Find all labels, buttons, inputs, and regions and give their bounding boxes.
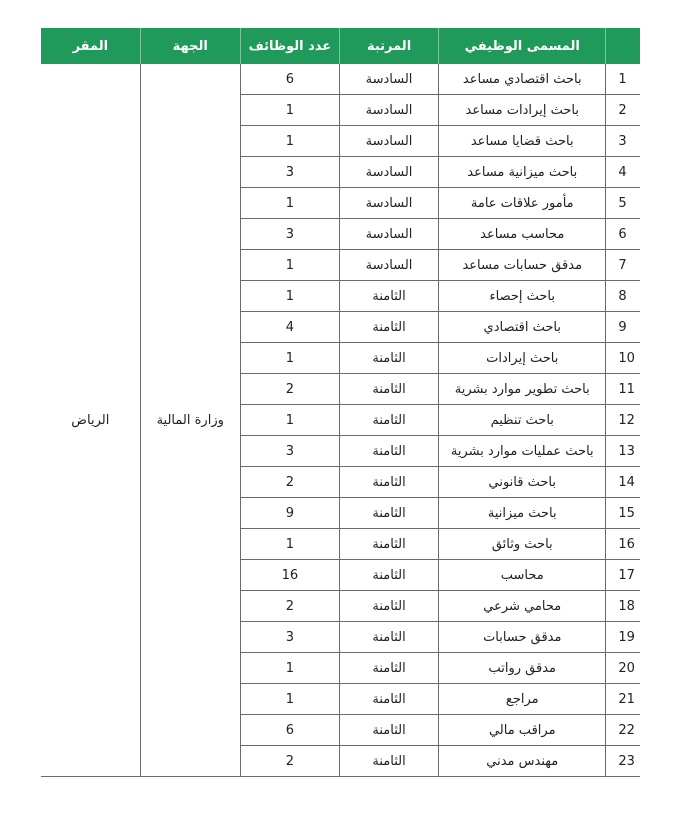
row-number-cell: 9 (606, 312, 640, 343)
title-cell: مأمور علاقات عامة (439, 188, 606, 219)
header-title: المسمى الوظيفي (439, 28, 606, 64)
header-row (41, 28, 640, 64)
title-cell: مهندس مدني (439, 746, 606, 777)
count-cell: 1 (240, 684, 339, 715)
count-cell: 3 (240, 622, 339, 653)
rank-cell: الثامنة (339, 560, 438, 591)
rank-cell: الثامنة (339, 498, 438, 529)
rank-cell: السادسة (339, 126, 438, 157)
row-number-cell: 20 (606, 653, 640, 684)
count-cell: 3 (240, 436, 339, 467)
count-cell: 1 (240, 281, 339, 312)
title-cell: محاسب مساعد (439, 219, 606, 250)
title-cell: مراجع (439, 684, 606, 715)
rank-cell: الثامنة (339, 343, 438, 374)
row-number-cell: 7 (606, 250, 640, 281)
rank-cell: الثامنة (339, 622, 438, 653)
rank-cell: السادسة (339, 219, 438, 250)
header-org: الجهة (140, 28, 240, 64)
count-cell: 6 (240, 64, 339, 95)
header-count: عدد الوظائف (240, 28, 339, 64)
count-cell: 1 (240, 126, 339, 157)
row-number-cell: 18 (606, 591, 640, 622)
count-cell: 16 (240, 560, 339, 591)
title-cell: مراقب مالي (439, 715, 606, 746)
rank-cell: الثامنة (339, 529, 438, 560)
row-number-cell: 11 (606, 374, 640, 405)
count-cell: 2 (240, 467, 339, 498)
header-num (606, 28, 640, 64)
row-number-cell: 15 (606, 498, 640, 529)
row-number-cell: 19 (606, 622, 640, 653)
title-cell: مدقق رواتب (439, 653, 606, 684)
rank-cell: الثامنة (339, 591, 438, 622)
row-number-cell: 4 (606, 157, 640, 188)
count-cell: 3 (240, 219, 339, 250)
rank-cell: الثامنة (339, 405, 438, 436)
count-cell: 6 (240, 715, 339, 746)
header-rank: المرتبة (339, 28, 438, 64)
count-cell: 1 (240, 529, 339, 560)
rank-cell: السادسة (339, 250, 438, 281)
row-number-cell: 10 (606, 343, 640, 374)
hq-cell: الرياض (41, 64, 140, 777)
title-cell: باحث قانوني (439, 467, 606, 498)
title-cell: محامي شرعي (439, 591, 606, 622)
title-cell: محاسب (439, 560, 606, 591)
table-row (41, 64, 640, 95)
title-cell: باحث عمليات موارد بشرية (439, 436, 606, 467)
rank-cell: الثامنة (339, 467, 438, 498)
title-cell: باحث قضايا مساعد (439, 126, 606, 157)
row-number-cell: 3 (606, 126, 640, 157)
rank-cell: الثامنة (339, 281, 438, 312)
rank-cell: الثامنة (339, 746, 438, 777)
title-cell: مدقق حسابات مساعد (439, 250, 606, 281)
rank-cell: السادسة (339, 64, 438, 95)
rank-cell: الثامنة (339, 653, 438, 684)
header-hq: المقر (41, 28, 140, 64)
title-cell: باحث إيرادات مساعد (439, 95, 606, 126)
title-cell: مدقق حسابات (439, 622, 606, 653)
count-cell: 3 (240, 157, 339, 188)
row-number-cell: 16 (606, 529, 640, 560)
rank-cell: الثامنة (339, 684, 438, 715)
title-cell: باحث ميزانية (439, 498, 606, 529)
row-number-cell: 5 (606, 188, 640, 219)
row-number-cell: 21 (606, 684, 640, 715)
row-number-cell: 6 (606, 219, 640, 250)
count-cell: 2 (240, 374, 339, 405)
row-number-cell: 14 (606, 467, 640, 498)
rank-cell: السادسة (339, 95, 438, 126)
count-cell: 2 (240, 591, 339, 622)
title-cell: باحث تنظيم (439, 405, 606, 436)
rank-cell: الثامنة (339, 436, 438, 467)
org-cell: وزارة المالية (140, 64, 240, 777)
rank-cell: السادسة (339, 188, 438, 219)
title-cell: باحث ميزانية مساعد (439, 157, 606, 188)
title-cell: باحث اقتصادي (439, 312, 606, 343)
row-number-cell: 23 (606, 746, 640, 777)
table-body (41, 64, 640, 777)
count-cell: 1 (240, 653, 339, 684)
title-cell: باحث وثائق (439, 529, 606, 560)
row-number-cell: 12 (606, 405, 640, 436)
count-cell: 1 (240, 188, 339, 219)
row-number-cell: 8 (606, 281, 640, 312)
row-number-cell: 1 (606, 64, 640, 95)
count-cell: 2 (240, 746, 339, 777)
row-number-cell: 22 (606, 715, 640, 746)
rank-cell: السادسة (339, 157, 438, 188)
rank-cell: الثامنة (339, 374, 438, 405)
rank-cell: الثامنة (339, 312, 438, 343)
title-cell: باحث إحصاء (439, 281, 606, 312)
title-cell: باحث اقتصادي مساعد (439, 64, 606, 95)
title-cell: باحث إيرادات (439, 343, 606, 374)
row-number-cell: 2 (606, 95, 640, 126)
count-cell: 1 (240, 405, 339, 436)
count-cell: 9 (240, 498, 339, 529)
count-cell: 1 (240, 250, 339, 281)
rank-cell: الثامنة (339, 715, 438, 746)
count-cell: 4 (240, 312, 339, 343)
row-number-cell: 17 (606, 560, 640, 591)
title-cell: باحث تطوير موارد بشرية (439, 374, 606, 405)
jobs-table (41, 28, 640, 777)
count-cell: 1 (240, 343, 339, 374)
count-cell: 1 (240, 95, 339, 126)
row-number-cell: 13 (606, 436, 640, 467)
